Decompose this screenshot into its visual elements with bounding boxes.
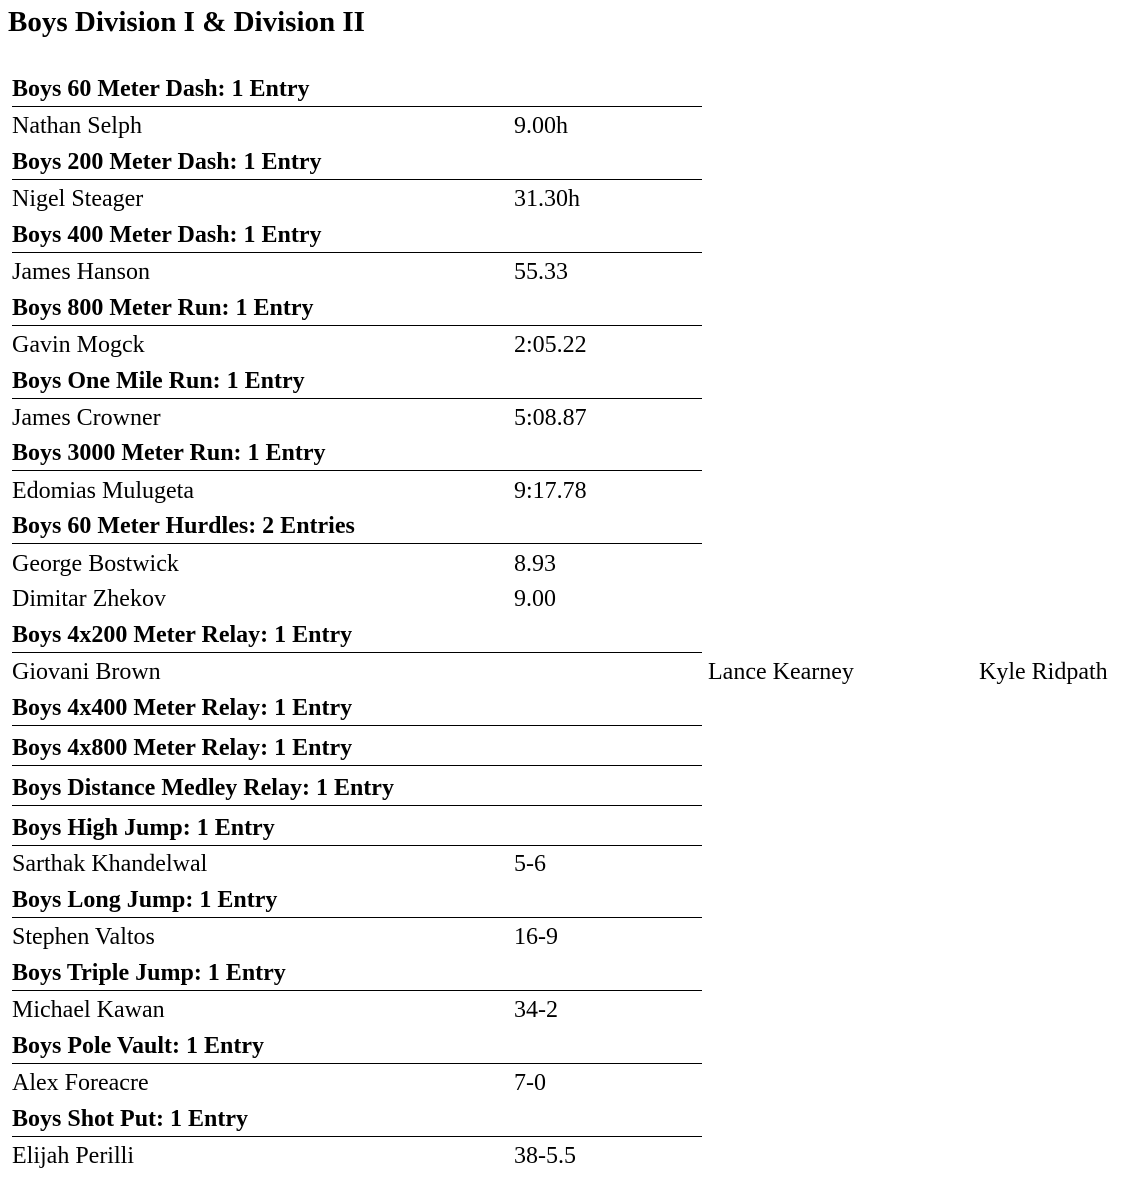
- entry-mark: 38-5.5: [514, 1143, 576, 1169]
- entry-row: [0, 919, 1128, 955]
- event-header: Boys 4x800 Meter Relay: 1 Entry: [12, 730, 702, 766]
- event-header: Boys Distance Medley Relay: 1 Entry: [12, 770, 702, 806]
- athlete-name: George Bostwick: [12, 551, 179, 577]
- event-header: Boys Long Jump: 1 Entry: [12, 882, 702, 918]
- athlete-name: Gavin Mogck: [12, 332, 145, 358]
- entry-mark: 31.30h: [514, 186, 580, 212]
- entry-row: [0, 327, 1128, 363]
- entry-row: [0, 992, 1128, 1028]
- entry-row: [0, 846, 1128, 882]
- entry-row: [0, 581, 1128, 617]
- athlete-name: Michael Kawan: [12, 997, 165, 1023]
- entry-mark: 34-2: [514, 997, 558, 1023]
- event-header: Boys 800 Meter Run: 1 Entry: [12, 290, 702, 326]
- event-header: Boys Pole Vault: 1 Entry: [12, 1028, 702, 1064]
- event-header: Boys 60 Meter Hurdles: 2 Entries: [12, 508, 702, 544]
- athlete-name: Alex Foreacre: [12, 1070, 149, 1096]
- event-header: Boys Triple Jump: 1 Entry: [12, 955, 702, 991]
- entry-mark: 55.33: [514, 259, 568, 285]
- athlete-name: Edomias Mulugeta: [12, 478, 194, 504]
- entry-row: [0, 181, 1128, 217]
- entry-mark: 8.93: [514, 551, 556, 577]
- entry-mark: 9:17.78: [514, 478, 587, 504]
- entry-row: [0, 473, 1128, 509]
- relay-member-name: Lance Kearney: [708, 659, 854, 685]
- event-header: Boys Shot Put: 1 Entry: [12, 1101, 702, 1137]
- relay-member-name: Kyle Ridpath: [979, 659, 1108, 685]
- event-header: Boys One Mile Run: 1 Entry: [12, 363, 702, 399]
- athlete-name: Elijah Perilli: [12, 1143, 134, 1169]
- entry-mark: 5:08.87: [514, 405, 587, 431]
- athlete-name: Dimitar Zhekov: [12, 586, 166, 612]
- entry-mark: 2:05.22: [514, 332, 587, 358]
- event-header: Boys 200 Meter Dash: 1 Entry: [12, 144, 702, 180]
- athlete-name: Nigel Steager: [12, 186, 144, 212]
- entry-row: [0, 546, 1128, 582]
- entry-row: [0, 1065, 1128, 1101]
- event-header: Boys 400 Meter Dash: 1 Entry: [12, 217, 702, 253]
- athlete-name: Stephen Valtos: [12, 924, 155, 950]
- entry-row: [0, 1138, 1128, 1174]
- event-header: Boys High Jump: 1 Entry: [12, 810, 702, 846]
- entry-mark: 5-6: [514, 851, 546, 877]
- entry-row: [0, 400, 1128, 436]
- entry-mark: 7-0: [514, 1070, 546, 1096]
- entry-mark: 9.00h: [514, 113, 568, 139]
- athlete-name: James Hanson: [12, 259, 150, 285]
- event-header: Boys 3000 Meter Run: 1 Entry: [12, 435, 702, 471]
- event-header: Boys 4x200 Meter Relay: 1 Entry: [12, 617, 702, 653]
- entry-row: [0, 108, 1128, 144]
- entry-row: [0, 654, 1128, 690]
- entry-row: [0, 254, 1128, 290]
- athlete-name: Sarthak Khandelwal: [12, 851, 208, 877]
- athlete-name: James Crowner: [12, 405, 161, 431]
- page-title: Boys Division I & Division II: [8, 6, 365, 38]
- event-header: Boys 4x400 Meter Relay: 1 Entry: [12, 690, 702, 726]
- event-header: Boys 60 Meter Dash: 1 Entry: [12, 71, 702, 107]
- entry-mark: 16-9: [514, 924, 558, 950]
- entry-mark: 9.00: [514, 586, 556, 612]
- athlete-name: Giovani Brown: [12, 659, 161, 685]
- athlete-name: Nathan Selph: [12, 113, 142, 139]
